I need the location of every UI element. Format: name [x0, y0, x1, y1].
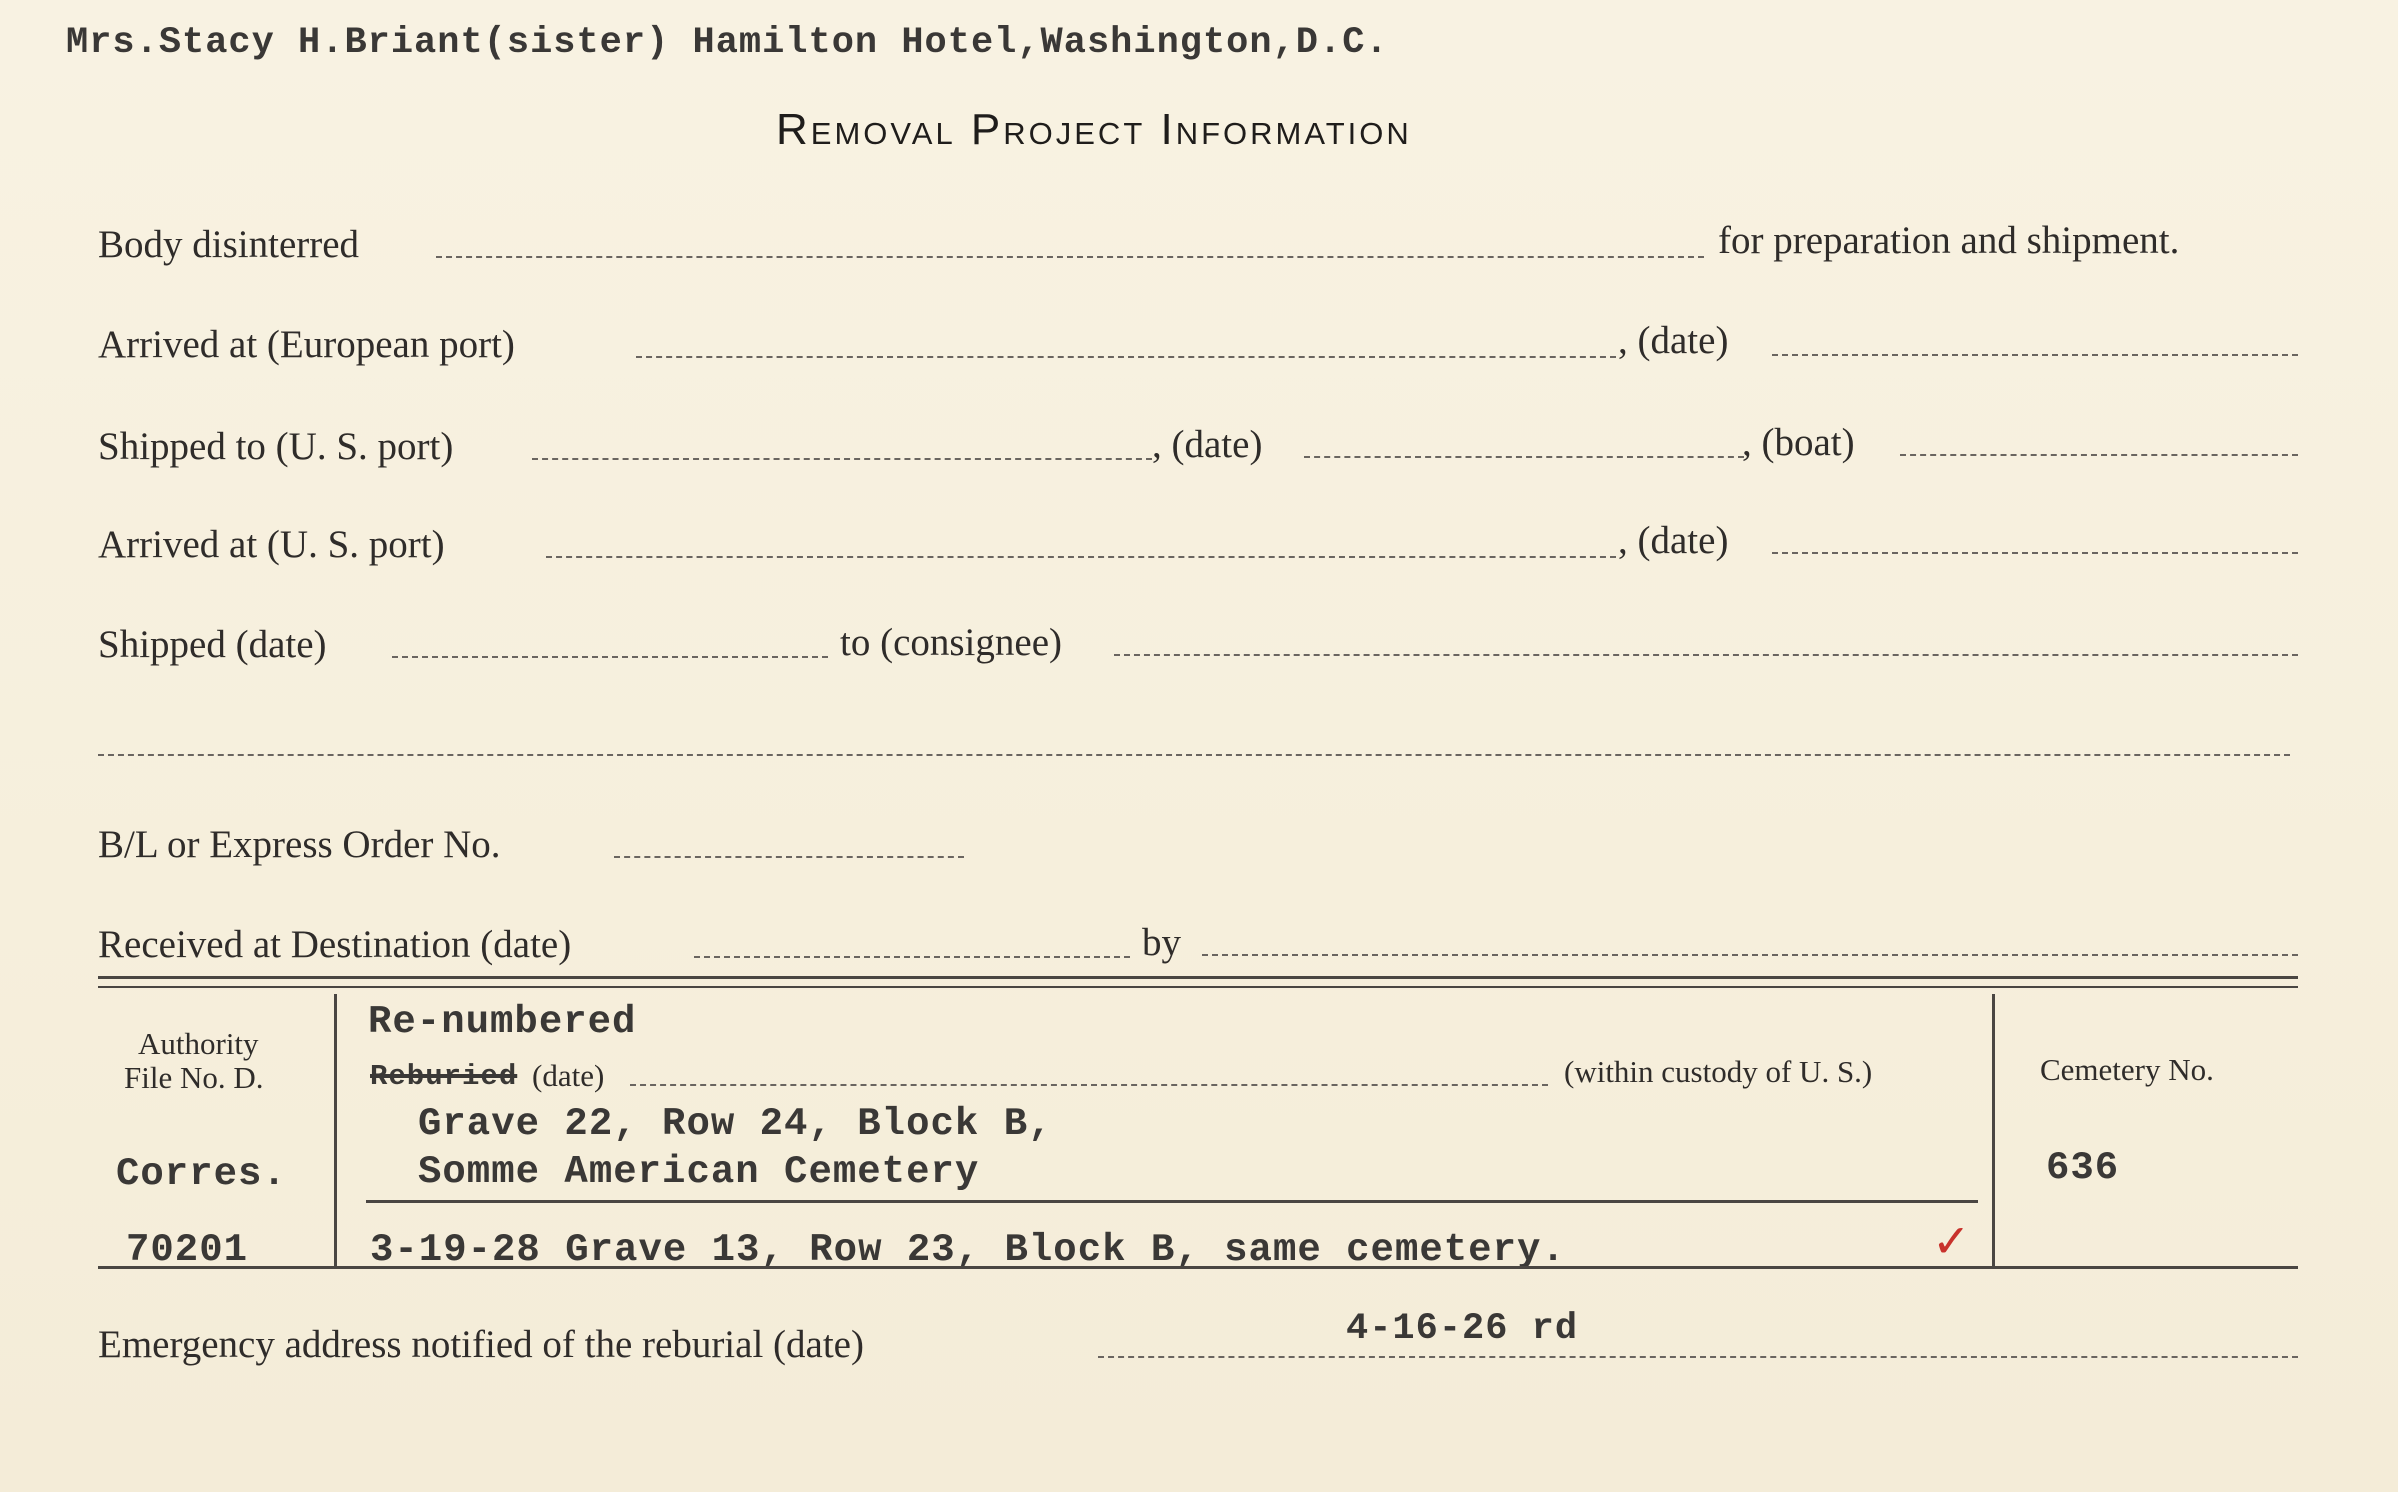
typed-underline: [366, 1200, 1978, 1203]
label-date-1: , (date): [1618, 319, 1729, 362]
label-shipped-us-port: Shipped to (U. S. port): [98, 425, 454, 468]
box-bottom-rule: [98, 1266, 2298, 1269]
typed-file-number: 70201: [126, 1228, 249, 1272]
label-emergency-address: Emergency address notified of the reburial (date): [98, 1323, 864, 1366]
typed-corres: Corres.: [116, 1152, 287, 1196]
typed-grave-original-line2: Somme American Cemetery: [418, 1150, 980, 1194]
typed-grave-original-line1: Grave 22, Row 24, Block B,: [418, 1102, 1053, 1146]
box-top-rule-2: [98, 986, 2298, 988]
field-shipped-date: [392, 656, 828, 658]
typed-cemetery-no: 636: [2046, 1146, 2120, 1190]
box-divider-right: [1992, 994, 1995, 1266]
field-consignee: [1114, 654, 2298, 656]
label-to-consignee: to (consignee): [840, 621, 1063, 664]
field-arrived-us-port: [546, 556, 1616, 558]
field-date-1: [1772, 354, 2298, 356]
field-date-2: [1304, 456, 1744, 458]
field-boat: [1900, 454, 2298, 456]
field-reburied-date: [630, 1084, 1548, 1086]
field-bl-express-order: [614, 856, 964, 858]
label-bl-express-order: B/L or Express Order No.: [98, 823, 501, 866]
label-shipped-date: Shipped (date): [98, 623, 327, 666]
label-reburied-date: (date): [532, 1058, 605, 1093]
label-body-disinterred: Body disinterred: [98, 223, 360, 266]
label-within-custody: (within custody of U. S.): [1564, 1054, 1873, 1089]
field-consignee-continued: [98, 754, 2290, 756]
typed-renumbered: Re-numbered: [368, 1000, 637, 1044]
label-file-no: File No. D.: [124, 1060, 264, 1095]
typed-grave-new: 3-19-28 Grave 13, Row 23, Block B, same cemetery.: [370, 1228, 1566, 1272]
box-divider-left: [334, 994, 337, 1266]
label-cemetery-no: Cemetery No.: [2040, 1052, 2214, 1087]
label-arrived-us-port: Arrived at (U. S. port): [98, 523, 445, 566]
red-check-mark: ✓: [1932, 1214, 1971, 1268]
field-received-date: [694, 956, 1130, 958]
box-top-rule-1: [98, 976, 2298, 979]
label-boat: , (boat): [1742, 421, 1855, 464]
field-body-disinterred: [436, 256, 1704, 258]
label-date-2: , (date): [1152, 423, 1263, 466]
label-date-3: , (date): [1618, 519, 1729, 562]
field-date-3: [1772, 552, 2298, 554]
card-title: Removal Project Information: [776, 105, 1412, 154]
typed-emergency-date: 4-16-26 rd: [1346, 1308, 1579, 1350]
typed-next-of-kin: Mrs.Stacy H.Briant(sister) Hamilton Hotel,Washington,D.C.: [66, 22, 1389, 64]
field-shipped-us-port: [532, 458, 1152, 460]
label-by: by: [1142, 921, 1181, 964]
label-for-preparation: for preparation and shipment.: [1718, 219, 2180, 262]
label-received-destination: Received at Destination (date): [98, 923, 572, 966]
field-received-by: [1202, 954, 2298, 956]
label-authority: Authority: [138, 1026, 259, 1061]
label-reburied-struck: Reburied: [370, 1060, 518, 1093]
field-arrived-european-port: [636, 356, 1616, 358]
field-emergency-date: [1098, 1356, 2298, 1358]
label-arrived-european-port: Arrived at (European port): [98, 323, 515, 366]
